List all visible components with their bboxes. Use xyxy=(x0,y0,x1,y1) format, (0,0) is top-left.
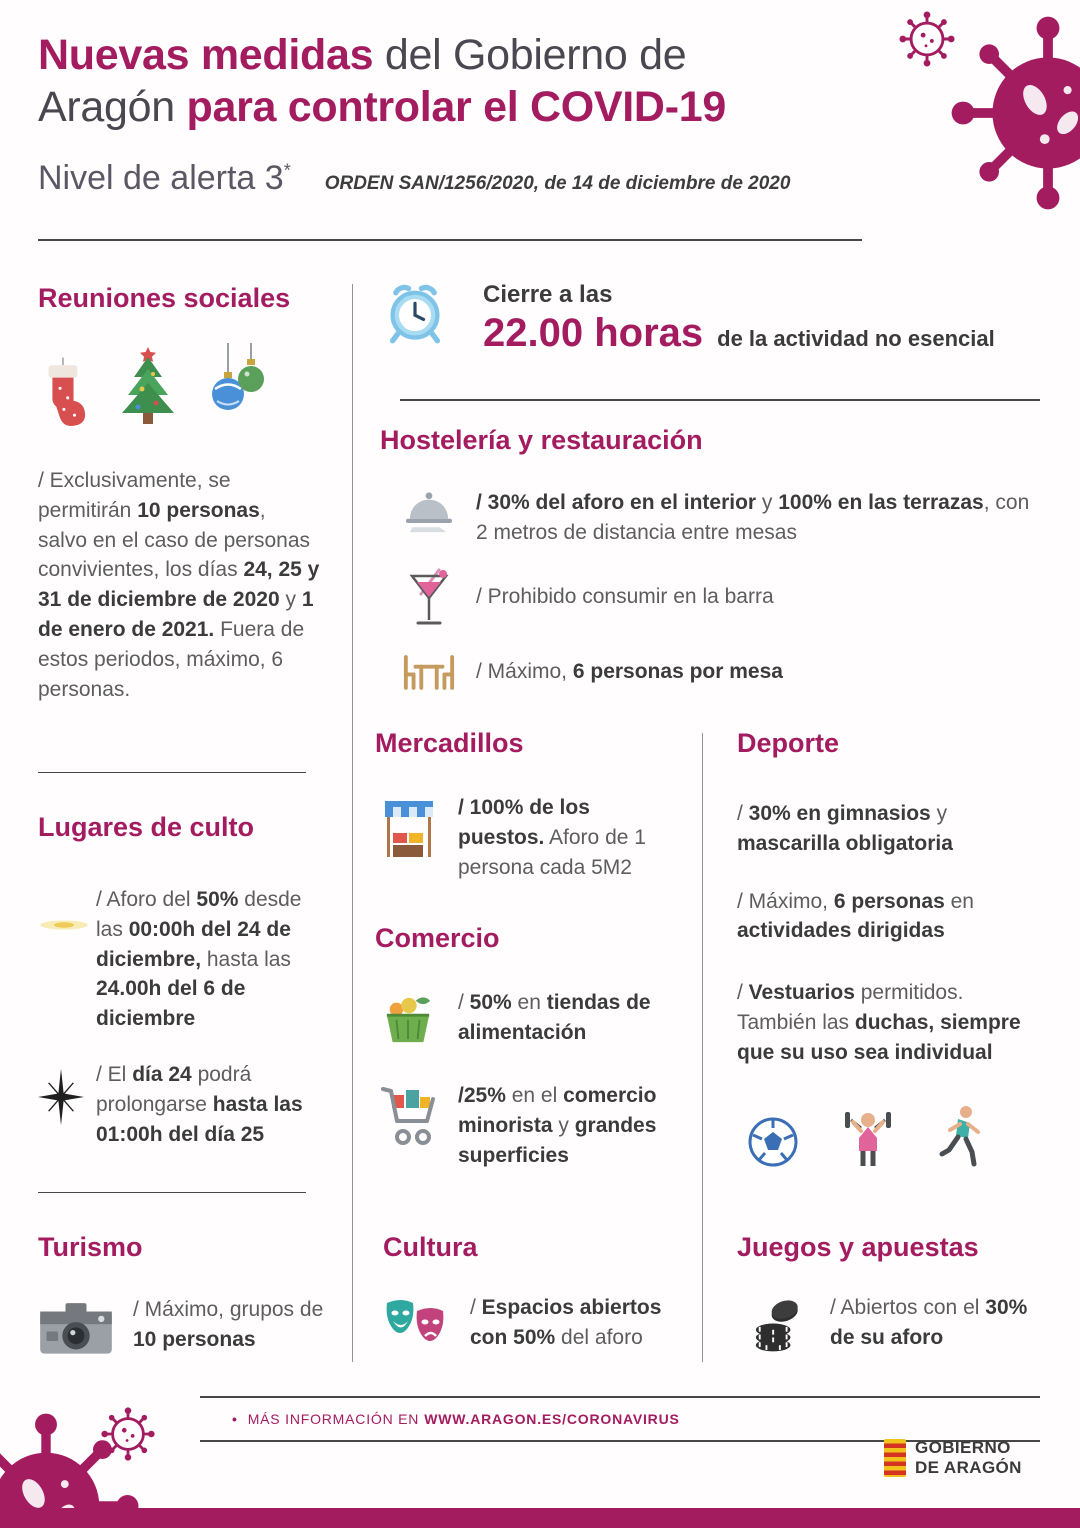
cocktail-icon xyxy=(380,568,476,635)
left-divider-2 xyxy=(38,1192,306,1193)
title-dark-2: Aragón xyxy=(38,82,187,131)
deporte-item-dirigidas: / Máximo, 6 personas en actividades dirigidas xyxy=(737,889,974,943)
juegos-item xyxy=(737,1293,1039,1358)
cultura-item xyxy=(383,1293,683,1360)
closure-divider xyxy=(400,399,1040,401)
culto-title: Lugares de culto xyxy=(38,812,255,842)
hosteleria-item-barra xyxy=(380,568,1045,635)
comercio-title: Comercio xyxy=(375,923,500,953)
section-mercadillos xyxy=(375,728,675,882)
poker-chips-icon xyxy=(737,1293,830,1358)
virus-outline-icon-top xyxy=(898,10,956,68)
alert-row xyxy=(38,159,878,198)
juegos-title: Juegos y apuestas xyxy=(737,1232,979,1262)
deporte-item-gimnasios: / 30% en gimnasios y mascarilla obligatoria xyxy=(737,802,953,855)
gobierno-aragon-logo xyxy=(884,1438,1022,1477)
hosteleria-item-barra-text: / Prohibido consumir en la barra xyxy=(476,584,774,608)
logo-line-2: DE ARAGÓN xyxy=(915,1457,1022,1477)
logo-text xyxy=(915,1438,1022,1477)
juegos-item-text: / Abiertos con el 30% de su aforo xyxy=(830,1296,1028,1349)
logo-line-1: GOBIERNO xyxy=(915,1438,1011,1457)
vertical-divider-2 xyxy=(702,733,703,1362)
table-chairs-icon xyxy=(380,653,476,697)
comercio-item-alimentacion xyxy=(375,988,685,1051)
title-accent-1: Nuevas medidas xyxy=(38,31,374,79)
alert-asterisk: * xyxy=(283,160,291,181)
footer-info-text: MÁS INFORMACIÓN EN xyxy=(247,1411,420,1427)
reuniones-title: Reuniones sociales xyxy=(38,283,291,313)
section-deporte xyxy=(737,728,1039,1173)
title-accent-2: para controlar el COVID-19 xyxy=(186,82,726,131)
alarm-clock-icon xyxy=(383,281,447,350)
left-divider-1 xyxy=(38,772,306,773)
alert-level: Nivel de alerta 3* xyxy=(38,159,291,198)
turismo-item xyxy=(38,1295,338,1365)
ornaments-icon xyxy=(210,343,265,436)
football-icon xyxy=(747,1116,799,1173)
order-reference: ORDEN SAN/1256/2020, de 14 de diciembre de 2020 xyxy=(324,173,791,195)
turismo-item-text: / Máximo, grupos de 10 personas xyxy=(133,1298,324,1351)
section-cultura xyxy=(383,1232,683,1360)
deporte-item-vestuarios: / Vestuarios permitidos. También las duchas, siempre que su uso sea individual xyxy=(737,981,1021,1064)
header-divider xyxy=(38,239,862,241)
bottom-bar xyxy=(0,1508,1080,1528)
deporte-title: Deporte xyxy=(737,728,840,758)
cultura-item-text: / Espacios abiertos con 50% del aforo xyxy=(470,1296,662,1349)
market-stall-icon xyxy=(375,793,458,866)
candle-glow-icon xyxy=(38,885,96,940)
turismo-title: Turismo xyxy=(38,1232,143,1262)
closure-text xyxy=(483,281,995,356)
title-dark-1: del Gobierno de xyxy=(373,31,687,79)
closure-notice xyxy=(383,281,1043,356)
mercadillos-item xyxy=(375,793,675,882)
header xyxy=(38,30,878,198)
closure-line2 xyxy=(483,311,995,356)
holiday-icons xyxy=(38,344,320,436)
theater-masks-icon xyxy=(383,1293,470,1360)
cultura-title: Cultura xyxy=(383,1232,478,1262)
section-turismo xyxy=(38,1232,338,1365)
section-hosteleria xyxy=(380,425,1045,697)
hosteleria-item-mesa-text: / Máximo, 6 personas por mesa xyxy=(476,659,783,683)
closure-intro: Cierre a las xyxy=(483,281,613,308)
comercio-item-minorista xyxy=(375,1081,685,1170)
closure-time: 22.00 horas xyxy=(483,311,704,355)
vertical-divider-1 xyxy=(352,284,353,1362)
hosteleria-item-mesa xyxy=(380,653,1045,697)
comercio-item-minorista-text: /25% en el comercio minorista y grandes superficies xyxy=(458,1084,657,1167)
cloche-icon xyxy=(380,488,476,539)
mercadillos-title: Mercadillos xyxy=(375,728,524,758)
star-icon xyxy=(38,1060,96,1131)
footer-bullet: • xyxy=(232,1411,238,1427)
footer-info-link[interactable]: WWW.ARAGON.ES/CORONAVIRUS xyxy=(424,1411,680,1427)
aragon-flag-icon xyxy=(884,1439,906,1477)
section-comercio xyxy=(375,923,685,1170)
camera-icon xyxy=(38,1295,133,1365)
section-juegos xyxy=(737,1232,1039,1358)
mercadillos-item-text: / 100% de los puestos. Aforo de 1 persona cada 5M2 xyxy=(458,796,646,879)
hosteleria-title: Hostelería y restauración xyxy=(380,425,703,455)
stocking-icon xyxy=(38,357,86,436)
closure-detail: de la actividad no esencial xyxy=(717,326,995,351)
section-reuniones-sociales xyxy=(38,283,320,705)
culto-item-aforo-text: / Aforo del 50% desde las 00:00h del 24 de diciembre, hasta las 24.00h del 6 de diciembre xyxy=(96,888,302,1031)
virus-icon-top-large xyxy=(950,15,1080,211)
running-icon xyxy=(937,1104,983,1173)
christmas-tree-icon xyxy=(118,345,178,436)
page-title xyxy=(38,30,878,133)
footer-info-bar xyxy=(200,1396,1040,1442)
culto-item-dia24-text: / El día 24 podrá prolongarse hasta las 01:00h del día 25 xyxy=(96,1063,303,1146)
food-basket-icon xyxy=(375,988,458,1051)
reuniones-body: / Exclusivamente, se permitirán 10 personas, salvo en el caso de personas convivientes, los días 24, 25 y 31 de diciembre de 2020 y 1 de enero de 2021. Fuera de estos periodos, máximo, 6 personas. xyxy=(38,469,320,701)
weightlifting-icon xyxy=(843,1104,893,1173)
culto-item-dia24 xyxy=(38,1060,330,1149)
shopping-cart-icon xyxy=(375,1081,458,1158)
hosteleria-item-aforo xyxy=(380,488,1045,548)
comercio-item-alimentacion-text: / 50% en tiendas de alimentación xyxy=(458,991,651,1044)
culto-item-aforo xyxy=(38,885,330,1034)
section-lugares-de-culto xyxy=(38,812,330,1150)
sports-icons xyxy=(737,1104,1039,1173)
hosteleria-item-aforo-text: / 30% del aforo en el interior y 100% en las terrazas, con 2 metros de distancia entre mesas xyxy=(476,491,1030,544)
